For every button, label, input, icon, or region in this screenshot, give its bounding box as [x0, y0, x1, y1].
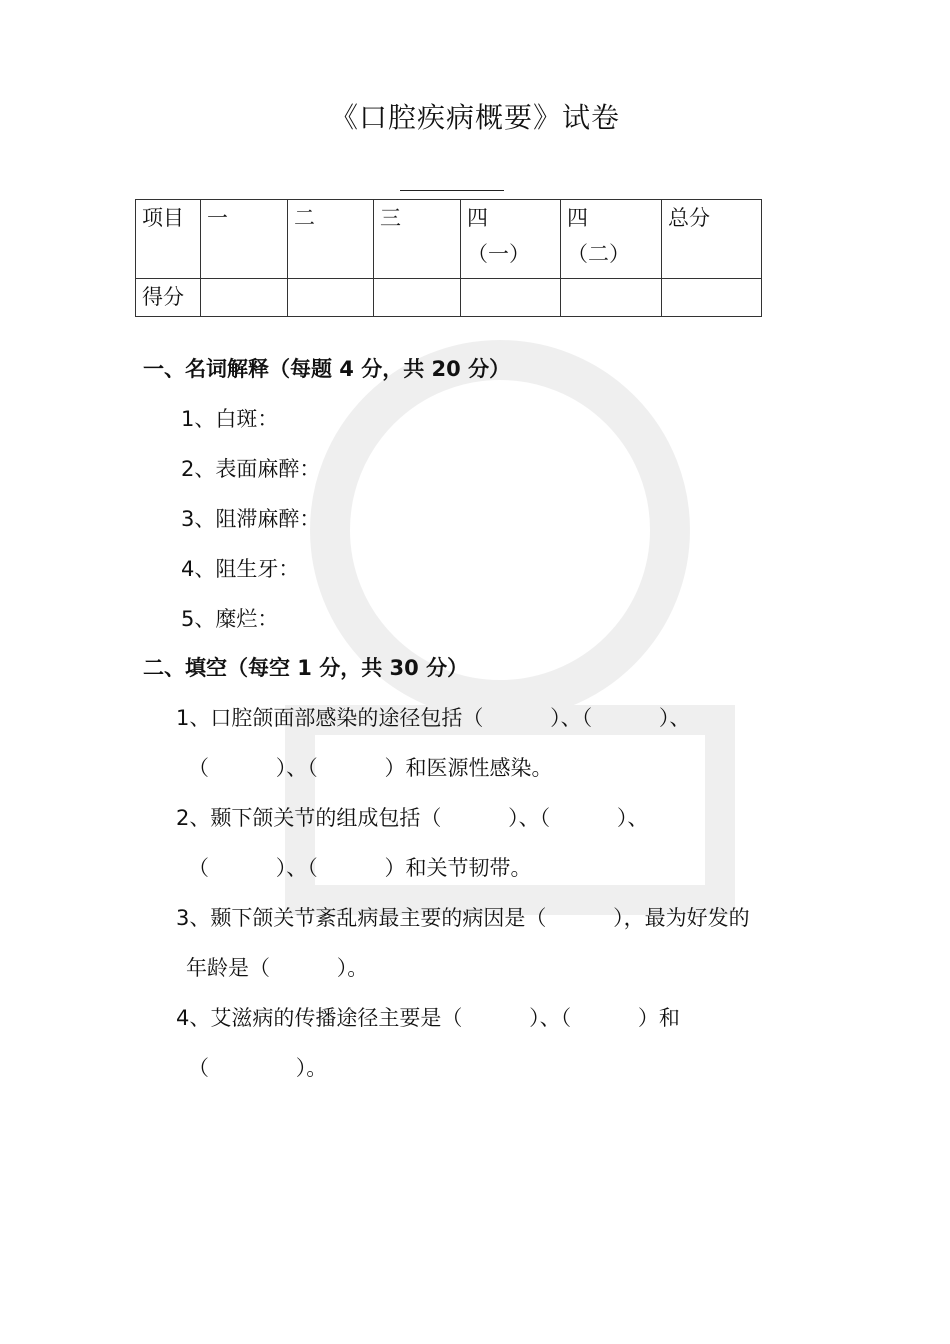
header-cell-2: 二 [288, 200, 374, 279]
score-table-header-row [136, 200, 762, 279]
score-cell[interactable] [461, 279, 561, 317]
fill-line: 年龄是（ ）。 [186, 956, 369, 980]
score-cell[interactable] [201, 279, 288, 317]
fill-line: （ ）。 [188, 1056, 328, 1080]
section2-heading: 二、填空（每空 1 分，共 30 分） [143, 656, 469, 680]
term-item: 3、阻滞麻醉： [181, 507, 321, 531]
name-underline [400, 190, 504, 191]
fill-line: 4、艾滋病的传播途径主要是（ ）、（ ）和 [176, 1006, 680, 1030]
exam-title: 《口腔疾病概要》试卷 [329, 101, 620, 134]
score-row-label: 得分 [136, 279, 201, 317]
score-table-score-row [136, 279, 762, 317]
section1-heading: 一、名词解释（每题 4 分，共 20 分） [143, 357, 511, 381]
term-item: 5、糜烂： [181, 607, 279, 631]
header-cell-item: 项目 [136, 200, 201, 279]
fill-line: （ ）、（ ）和医源性感染。 [188, 756, 553, 780]
term-item: 2、表面麻醉： [181, 457, 321, 481]
score-cell[interactable] [288, 279, 374, 317]
watermark-logo [270, 340, 770, 940]
score-cell[interactable] [662, 279, 762, 317]
header-cell-4-1: 四 （一） [461, 200, 561, 279]
term-item: 4、阻生牙： [181, 557, 300, 581]
header-cell-1: 一 [201, 200, 288, 279]
fill-line: 1、口腔颌面部感染的途径包括（ ）、（ ）、 [176, 706, 691, 730]
score-cell[interactable] [561, 279, 662, 317]
score-cell[interactable] [374, 279, 461, 317]
term-item: 1、白斑： [181, 407, 279, 431]
header-cell-3: 三 [374, 200, 461, 279]
fill-line: 2、颞下颌关节的组成包括（ ）、（ ）、 [176, 806, 649, 830]
score-table [135, 199, 762, 317]
header-cell-total: 总分 [662, 200, 762, 279]
fill-line: （ ）、（ ）和关节韧带。 [188, 856, 532, 880]
fill-line: 3、颞下颌关节紊乱病最主要的病因是（ ），最为好发的 [176, 906, 750, 930]
header-cell-4-2: 四 （二） [561, 200, 662, 279]
